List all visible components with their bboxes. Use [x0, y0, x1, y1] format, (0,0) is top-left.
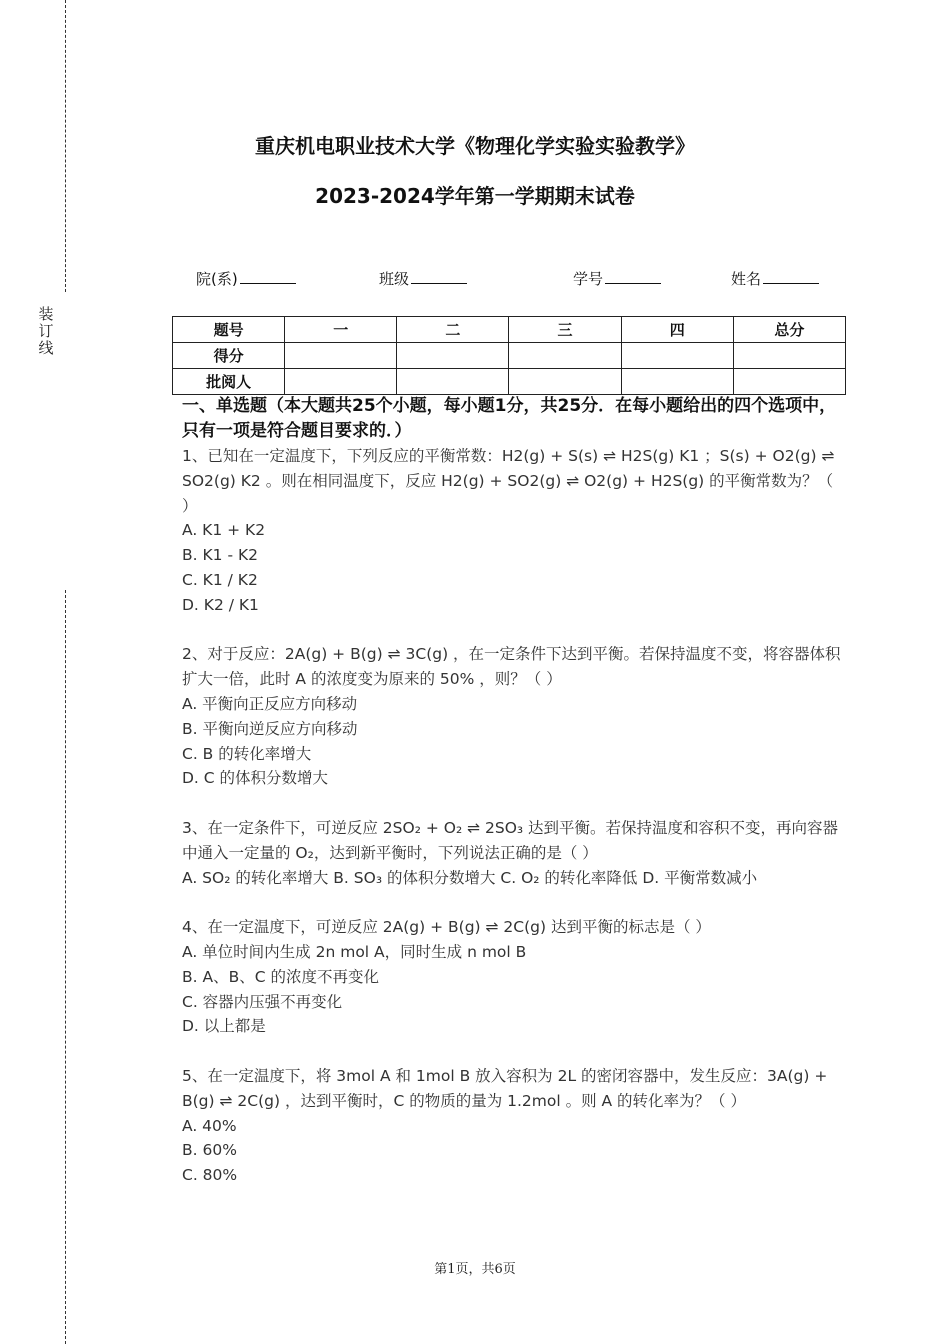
binding-dashed-line-bottom [65, 590, 66, 1344]
student-info-row [0, 268, 950, 292]
score-table [172, 316, 846, 395]
spacer [182, 791, 842, 816]
answer-option[interactable]: D. C 的体积分数增大 [182, 769, 329, 788]
name-label: 姓名 [731, 270, 762, 288]
department-field[interactable] [196, 268, 296, 289]
score-table-header: 题号 [173, 317, 285, 343]
question-stem: 1、已知在一定温度下，下列反应的平衡常数：H2(g) + S(s) ⇌ H2S(g) K1 ；S(s) + O2(g) ⇌ SO2(g) K2 。则在相同温度下，反应 H2(g) + SO2(g) ⇌ O2(g) + H2S(g) 的平衡常数为？（ ） [182, 447, 835, 515]
question-4 [182, 915, 842, 1039]
score-table-header: 二 [397, 317, 509, 343]
spacer [182, 890, 842, 915]
exam-title-line1: 重庆机电职业技术大学《物理化学实验实验教学》 [255, 134, 695, 158]
department-blank[interactable] [240, 268, 296, 284]
score-table-header: 一 [285, 317, 397, 343]
section-heading: 一、单选题（本大题共25个小题，每小题1分，共25分．在每小题给出的四个选项中，只有一项是符合题目要求的．） [182, 396, 837, 441]
answer-option[interactable]: A. 40% [182, 1116, 237, 1135]
score-table-header-row [173, 317, 846, 343]
score-cell[interactable] [285, 343, 397, 369]
page-number: 第1页，共6页 [434, 1262, 516, 1277]
score-cell[interactable] [733, 343, 845, 369]
score-cell[interactable] [285, 369, 397, 395]
question-3 [182, 816, 842, 890]
score-cell[interactable] [733, 369, 845, 395]
answer-option[interactable]: C. 80% [182, 1166, 238, 1185]
student-id-label: 学号 [573, 270, 604, 288]
score-table-row [173, 369, 846, 395]
score-table-row [173, 343, 846, 369]
question-1 [182, 444, 842, 618]
answer-options-inline[interactable]: A. SO₂ 的转化率增大 B. SO₃ 的体积分数增大 C. O₂ 的转化率降低 D. 平衡常数减小 [182, 868, 758, 887]
binding-label [36, 306, 56, 357]
class-label: 班级 [379, 270, 410, 288]
score-cell[interactable] [397, 369, 509, 395]
score-table-header: 总分 [733, 317, 845, 343]
answer-option[interactable]: C. K1 / K2 [182, 570, 258, 589]
binding-char: 订 [38, 322, 54, 340]
score-cell[interactable] [621, 343, 733, 369]
name-field[interactable] [731, 268, 819, 289]
score-table-header: 三 [509, 317, 621, 343]
score-cell[interactable] [621, 369, 733, 395]
exam-content [182, 394, 842, 1188]
class-field[interactable] [379, 268, 467, 289]
binding-char: 线 [38, 339, 54, 357]
score-row-label: 得分 [173, 343, 285, 369]
question-stem: 3、在一定条件下，可逆反应 2SO₂ + O₂ ⇌ 2SO₃ 达到平衡。若保持温度和容积不变，再向容器中通入一定量的 O₂，达到新平衡时，下列说法正确的是（ ） [182, 818, 839, 862]
answer-option[interactable]: D. 以上都是 [182, 1017, 266, 1036]
question-5 [182, 1064, 842, 1188]
question-stem: 5、在一定温度下，将 3mol A 和 1mol B 放入容积为 2L 的密闭容器中，发生反应：3A(g) + B(g) ⇌ 2C(g) ，达到平衡时，C 的物质的量为 1.2mol 。则 A 的转化率为？（ ） [182, 1066, 828, 1110]
department-label: 院(系) [196, 270, 238, 288]
score-table-header: 四 [621, 317, 733, 343]
student-id-blank[interactable] [605, 268, 661, 284]
question-stem: 2、对于反应：2A(g) + B(g) ⇌ 3C(g) ，在一定条件下达到平衡。若保持温度不变，将容器体积扩大一倍，此时 A 的浓度变为原来的 50% ，则？（ ） [182, 645, 841, 689]
answer-option[interactable]: A. K1 + K2 [182, 521, 266, 540]
answer-option[interactable]: A. 平衡向正反应方向移动 [182, 694, 358, 713]
student-id-field[interactable] [573, 268, 661, 289]
exam-title-line2: 2023-2024学年第一学期期末试卷 [315, 184, 635, 208]
answer-option[interactable]: B. K1 - K2 [182, 546, 258, 565]
class-blank[interactable] [411, 268, 467, 284]
answer-option[interactable]: B. 60% [182, 1141, 237, 1160]
question-2 [182, 642, 842, 791]
binding-char: 装 [38, 305, 54, 323]
spacer [182, 1039, 842, 1064]
score-cell[interactable] [397, 343, 509, 369]
answer-option[interactable]: A. 单位时间内生成 2n mol A，同时生成 n mol B [182, 942, 527, 961]
name-blank[interactable] [763, 268, 819, 284]
answer-option[interactable]: C. B 的转化率增大 [182, 744, 312, 763]
score-row-label: 批阅人 [173, 369, 285, 395]
score-cell[interactable] [509, 343, 621, 369]
answer-option[interactable]: D. K2 / K1 [182, 595, 259, 614]
answer-option[interactable]: B. A、B、C 的浓度不再变化 [182, 967, 379, 986]
answer-option[interactable]: B. 平衡向逆反应方向移动 [182, 719, 358, 738]
score-cell[interactable] [509, 369, 621, 395]
answer-option[interactable]: C. 容器内压强不再变化 [182, 992, 343, 1011]
question-stem: 4、在一定温度下，可逆反应 2A(g) + B(g) ⇌ 2C(g) 达到平衡的标志是（ ） [182, 918, 711, 937]
spacer [182, 618, 842, 643]
